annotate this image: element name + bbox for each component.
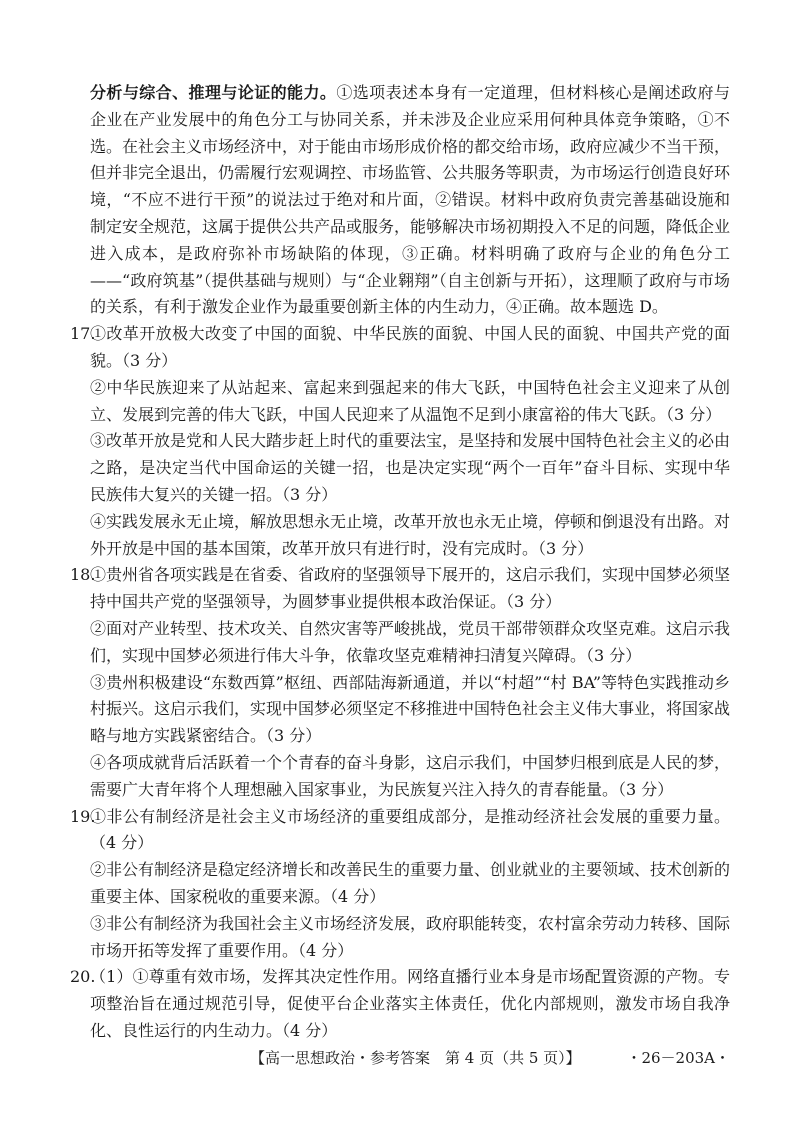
q17-item-3: ③改革开放是党和人民大踏步赶上时代的重要法宝，是坚持和发展中国特色社会主义的必由之路，是决定当代中国命运的关键一招，也是决定实现“两个一百年”奋斗目标、实现中华民族伟大复兴的关键一招。（3 分） <box>90 431 731 504</box>
footer-code: ・26－203A・ <box>626 1049 730 1067</box>
q18-item-2: ②面对产业转型、技术攻关、自然灾害等严峻挑战，党员干部带领群众攻坚克难。这启示我们，实现中国梦必须进行伟大斗争，依靠攻坚克难精神扫清复兴障碍。（3 分） <box>90 618 731 665</box>
q17-item-1: 17. ①改革开放极大改变了中国的面貌、中华民族的面貌、中国人民的面貌、中国共产党的面貌。（3 分） <box>90 321 730 375</box>
q17-number: 17. <box>70 324 96 344</box>
q17-item-4: ④实践发展永无止境，解放思想永无止境，改革开放也永无止境，停顿和倒退没有出路。对外开放是中国的基本国策，改革开放只有进行时，没有完成时。（3 分） <box>90 511 731 558</box>
footer-page-info: 【高一思想政治・参考答案 第 4 页（共 5 页）】 <box>250 1049 581 1067</box>
q20-number: 20. <box>70 967 96 987</box>
question-19 <box>70 804 731 965</box>
answer-page <box>70 80 731 1045</box>
intro-text: ①选项表述本身有一定道理，但材料核心是阐述政府与企业在产业发展中的角色分工与协同关系，并未涉及企业应采用何种具体竞争策略，①不选。在社会主义市场经济中，对于能由市场形成价格的都交给市场，政府应减少不当干预，但并非完全退出，仍需履行宏观调控、市场监管、公共服务等职责，为市场运行创造良好环境，“不应不进行干预”的说法过于绝对和片面，②错误。材料中政府负责完善基础设施和制定安全规范，这属于提供公共产品或服务，能够解决市场初期投入不足的问题，降低企业进入成本，是政府弥补市场缺陷的体现，③正确。材料明确了政府与企业的角色分工——“政府筑基”（提供基础与规则）与“企业翱翔”（自主创新与开拓），这理顺了政府与市场的关系，有利于激发企业作为最重要创新主体的内生动力，④正确。故本题选 D。 <box>90 83 731 317</box>
q20-item-1: 20. （1）①尊重有效市场，发挥其决定性作用。网络直播行业本身是市场配置资源的产物。专项整治旨在通过规范引导，促使平台企业落实主体责任，优化内部规则，激发市场自我净化、良性运行的内生动力。（4 分） <box>90 964 730 1044</box>
question-20 <box>70 964 730 1044</box>
question-18 <box>70 562 731 803</box>
q18-item-4: ④各项成就背后活跃着一个个青春的奋斗身影，这启示我们，中国梦归根到底是人民的梦，需要广大青年将个人理想融入国家事业，为民族复兴注入持久的青春能量。（3 分） <box>90 752 731 799</box>
intro-paragraph <box>90 80 730 321</box>
q17-item-2: ②中华民族迎来了从站起来、富起来到强起来的伟大飞跃，中国特色社会主义迎来了从创立、发展到完善的伟大飞跃，中国人民迎来了从温饱不足到小康富裕的伟大飞跃。（3 分） <box>90 377 730 424</box>
q18-item-1: 18. ①贵州省各项实践是在省委、省政府的坚强领导下展开的，这启示我们，实现中国梦必须坚持中国共产党的坚强领导，为圆梦事业提供根本政治保证。（3 分） <box>90 562 730 616</box>
q19-item-1: 19. ①非公有制经济是社会主义市场经济的重要组成部分，是推动经济社会发展的重要力量。（4 分） <box>90 804 730 858</box>
q18-number: 18. <box>70 565 96 585</box>
question-17 <box>70 321 731 562</box>
q19-item-2: ②非公有制经济是稳定经济增长和改善民生的重要力量、创业就业的主要领域、技术创新的重要主体、国家税收的重要来源。（4 分） <box>90 860 731 906</box>
q19-item-3: ③非公有制经济为我国社会主义市场经济发展，政府职能转变，农村富余劳动力转移、国际市场开拓等发挥了重要作用。（4 分） <box>90 913 731 960</box>
intro-bold-lead: 分析与综合、推理与论证的能力。 <box>90 83 337 102</box>
q19-number: 19. <box>70 806 96 826</box>
q18-item-3: ③贵州积极建设“东数西算”枢纽、西部陆海新通道，并以“村超”“村 BA”等特色实践推动乡村振兴。这启示我们，实现中国梦必须坚定不移推进中国特色社会主义伟大事业，将国家战略与地方实践紧密结合。（3 分） <box>90 672 731 746</box>
